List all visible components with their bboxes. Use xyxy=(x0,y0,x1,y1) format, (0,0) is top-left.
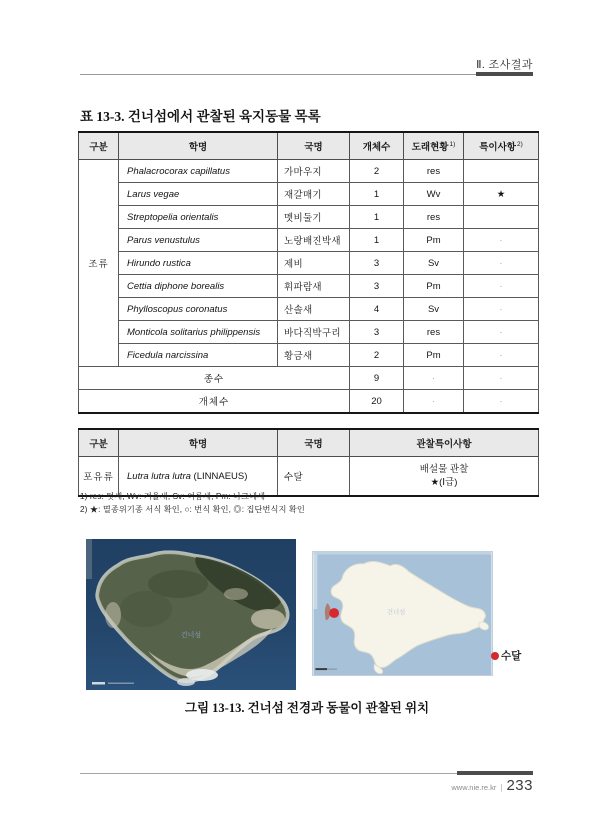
scientific-name-cell: Hirundo rustica xyxy=(119,252,278,275)
status-cell: Wv xyxy=(404,183,464,206)
remarks-cell: · xyxy=(464,321,539,344)
legend-label: 수달 xyxy=(501,650,522,662)
col-header-scientific-name: 학명 xyxy=(119,429,278,457)
table-title: 표 13-3. 건너섬에서 관찰된 육지동물 목록 xyxy=(80,109,321,124)
summary-remarks: · xyxy=(464,367,539,390)
summary-row-individuals xyxy=(79,390,539,414)
scale-bar xyxy=(92,682,105,685)
col-header-korean-name: 국명 xyxy=(278,132,350,160)
count-cell: 1 xyxy=(350,206,404,229)
korean-name-cell: 바다직박구리 xyxy=(278,321,350,344)
header-rule xyxy=(80,74,533,75)
summary-status: · xyxy=(404,390,464,414)
count-cell: 3 xyxy=(350,275,404,298)
col-header-scientific-name: 학명 xyxy=(119,132,278,160)
count-cell: 4 xyxy=(350,298,404,321)
summary-label: 개체수 xyxy=(79,390,350,414)
korean-name-cell: 가마우지 xyxy=(278,160,350,183)
footer-accent-bar xyxy=(457,771,533,775)
korean-name-cell: 제비 xyxy=(278,252,350,275)
korean-name-cell: 산솔새 xyxy=(278,298,350,321)
count-cell: 2 xyxy=(350,160,404,183)
remarks-cell: ★ xyxy=(464,183,539,206)
table-row xyxy=(79,298,539,321)
table-row xyxy=(79,206,539,229)
status-cell: Pm xyxy=(404,344,464,367)
korean-name-cell: 수달 xyxy=(278,457,350,497)
otter-location-marker-icon xyxy=(329,608,339,618)
footnote-2: 2) ★: 멸종위기종 서식 확인, ○: 번식 확인, ◎: 집단번식지 확인 xyxy=(80,504,305,514)
remarks-cell: · xyxy=(464,344,539,367)
status-cell: res xyxy=(404,160,464,183)
status-cell: Pm xyxy=(404,275,464,298)
remarks-cell: · xyxy=(464,229,539,252)
footer-separator: | xyxy=(500,783,503,792)
count-cell: 3 xyxy=(350,321,404,344)
island-location-map xyxy=(312,551,493,676)
group-cell-birds: 조류 xyxy=(79,160,119,367)
scientific-name-cell: Parus venustulus xyxy=(119,229,278,252)
figure-caption: 그림 13-13. 건너섬 전경과 동물이 관찰된 위치 xyxy=(184,701,430,715)
scientific-name-cell: Lutra lutra lutra (LINNAEUS) xyxy=(119,457,278,497)
header-accent-bar xyxy=(476,72,533,76)
footnote-1: 1) res: 텃새, Wv: 겨울새, Sv: 여름새, Pm: 나그네새 xyxy=(80,492,266,501)
scientific-name-cell: Monticola solitarius philippensis xyxy=(119,321,278,344)
summary-remarks: · xyxy=(464,390,539,414)
status-cell: res xyxy=(404,321,464,344)
count-cell: 3 xyxy=(350,252,404,275)
col-header-group: 구분 xyxy=(79,132,119,160)
scientific-name-cell: Streptopelia orientalis xyxy=(119,206,278,229)
footer xyxy=(451,777,533,794)
status-cell: Sv xyxy=(404,298,464,321)
scientific-name-cell: Phylloscopus coronatus xyxy=(119,298,278,321)
footer-site-url: www.nie.re.kr xyxy=(451,783,497,792)
count-cell: 1 xyxy=(350,229,404,252)
observation-cell: 배설물 관찰 ★(Ⅰ급) xyxy=(350,457,539,497)
mammal-table xyxy=(78,428,539,497)
summary-count: 20 xyxy=(350,390,404,414)
table-row xyxy=(79,183,539,206)
status-cell: Pm xyxy=(404,229,464,252)
map-island-label: 건너섬 xyxy=(386,608,406,616)
korean-name-cell: 노랑배진박새 xyxy=(278,229,350,252)
korean-name-cell: 재갈매기 xyxy=(278,183,350,206)
island-satellite-photo xyxy=(86,539,296,690)
count-cell: 1 xyxy=(350,183,404,206)
scientific-name-cell: Ficedula narcissina xyxy=(119,344,278,367)
table-row xyxy=(79,344,539,367)
table-row xyxy=(79,252,539,275)
group-cell-mammal: 포유류 xyxy=(79,457,119,497)
korean-name-cell: 휘파람새 xyxy=(278,275,350,298)
scientific-name-cell: Larus vegae xyxy=(119,183,278,206)
col-header-remarks: 특이사항$^{2)}$ xyxy=(464,132,539,160)
status-cell: Sv xyxy=(404,252,464,275)
summary-row-species xyxy=(79,367,539,390)
table-row xyxy=(79,275,539,298)
korean-name-cell: 황금새 xyxy=(278,344,350,367)
col-header-group: 구분 xyxy=(79,429,119,457)
col-header-status: 도래현황$^{1)}$ xyxy=(404,132,464,160)
summary-status: · xyxy=(404,367,464,390)
scientific-name-cell: Phalacrocorax capillatus xyxy=(119,160,278,183)
status-cell: res xyxy=(404,206,464,229)
summary-count: 9 xyxy=(350,367,404,390)
count-cell: 2 xyxy=(350,344,404,367)
section-header: Ⅱ. 조사결과 xyxy=(476,59,533,71)
map-legend xyxy=(491,648,521,663)
table-footnotes xyxy=(80,491,305,516)
scientific-name-cell: Cettia diphone borealis xyxy=(119,275,278,298)
remarks-cell xyxy=(464,206,539,229)
col-header-observation: 관찰특이사항 xyxy=(350,429,539,457)
remarks-cell: · xyxy=(464,275,539,298)
remarks-cell xyxy=(464,160,539,183)
table-row xyxy=(79,321,539,344)
korean-name-cell: 멧비둘기 xyxy=(278,206,350,229)
table-header-row xyxy=(79,132,539,160)
land-animals-table xyxy=(78,131,539,414)
page-number: 233 xyxy=(506,777,533,794)
table-row xyxy=(79,160,539,183)
table-header-row xyxy=(79,429,539,457)
island-label: 건너섬 xyxy=(180,632,202,639)
remarks-cell: · xyxy=(464,252,539,275)
table-row xyxy=(79,229,539,252)
summary-label: 종수 xyxy=(79,367,350,390)
col-header-count: 개체수 xyxy=(350,132,404,160)
col-header-korean-name: 국명 xyxy=(278,429,350,457)
remarks-cell: · xyxy=(464,298,539,321)
legend-marker-icon xyxy=(491,652,499,660)
map-scale-bar xyxy=(315,668,327,670)
